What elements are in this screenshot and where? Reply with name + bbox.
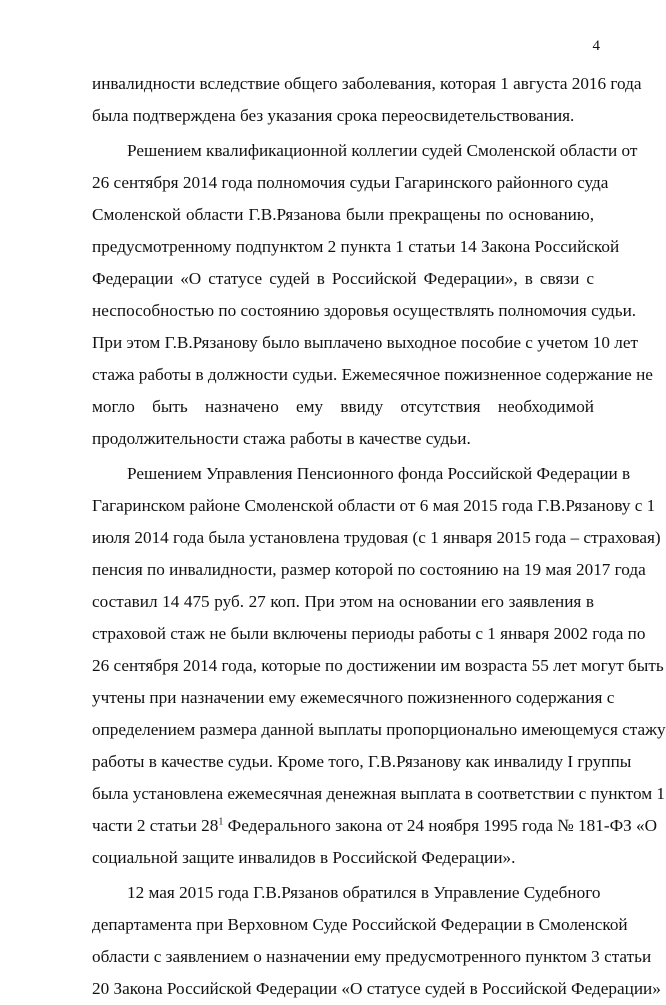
text-line: Гагаринском районе Смоленской области от 6 мая 2015 года Г.В.Рязанову с 1 <box>92 496 656 515</box>
text-line: июля 2014 года была установлена трудовая (с 1 января 2015 года – страховая) <box>92 528 661 547</box>
text-line: составил 14 475 руб. 27 коп. При этом на основании его заявления в <box>92 592 594 611</box>
text-line: пенсия по инвалидности, размер которой по состоянию на 19 мая 2017 года <box>92 560 646 579</box>
text-segment: части 2 статьи 28 <box>92 816 219 835</box>
text-line: области с заявлением о назначении ему предусмотренного пунктом 3 статьи <box>92 947 652 966</box>
text-line: определением размера данной выплаты пропорционально имеющемуся стажу <box>92 720 666 739</box>
text-line: 26 сентября 2014 года, которые по достижении им возраста 55 лет могут быть <box>92 656 664 675</box>
text-line: могло быть назначено ему ввиду отсутствия необходимой <box>92 397 594 416</box>
text-line: Решением Управления Пенсионного фонда Российской Федерации в <box>127 464 631 483</box>
text-line: учтены при назначении ему ежемесячного пожизненного содержания с <box>92 688 615 707</box>
page-number: 4 <box>592 38 600 54</box>
text-line: 26 сентября 2014 года полномочия судьи Гагаринского районного суда <box>92 173 609 192</box>
text-line-with-superscript <box>92 810 658 842</box>
text-line: При этом Г.В.Рязанову было выплачено выходное пособие с учетом 10 лет <box>92 333 638 352</box>
text-line: 20 Закона Российской Федерации «О статусе судей в Российской Федерации» <box>92 979 661 998</box>
text-line: страховой стаж не были включены периоды работы с 1 января 2002 года по <box>92 624 646 643</box>
document-body <box>92 68 666 1005</box>
text-line: департамента при Верховном Суде Российской Федерации в Смоленской <box>92 915 628 934</box>
text-line: Федерации «О статусе судей в Российской Федерации», в связи с <box>92 269 594 288</box>
text-segment: Федерального закона от 24 ноября 1995 года № 181-ФЗ «О <box>223 816 658 835</box>
text-line: неспособностью по состоянию здоровья осуществлять полномочия судьи. <box>92 301 637 320</box>
text-line: продолжительности стажа работы в качестве судьи. <box>92 429 471 448</box>
text-line: социальной защите инвалидов в Российской Федерации». <box>92 848 516 867</box>
text-line: инвалидности вследствие общего заболевания, которая 1 августа 2016 года <box>92 74 642 93</box>
superscript: 1 <box>218 816 224 828</box>
text-line: была подтверждена без указания срока переосвидетельствования. <box>92 106 575 125</box>
text-line: Решением квалификационной коллегии судей Смоленской области от <box>127 141 638 160</box>
text-line: работы в качестве судьи. Кроме того, Г.В.Рязанову как инвалиду I группы <box>92 752 632 771</box>
text-line: была установлена ежемесячная денежная выплата в соответствии с пунктом 1 <box>92 784 665 803</box>
text-line: 12 мая 2015 года Г.В.Рязанов обратился в Управление Судебного <box>127 883 601 902</box>
text-line: предусмотренному подпунктом 2 пункта 1 статьи 14 Закона Российской <box>92 237 620 256</box>
text-line: Смоленской области Г.В.Рязанова были прекращены по основанию, <box>92 205 594 224</box>
text-line: стажа работы в должности судьи. Ежемесячное пожизненное содержание не <box>92 365 653 384</box>
